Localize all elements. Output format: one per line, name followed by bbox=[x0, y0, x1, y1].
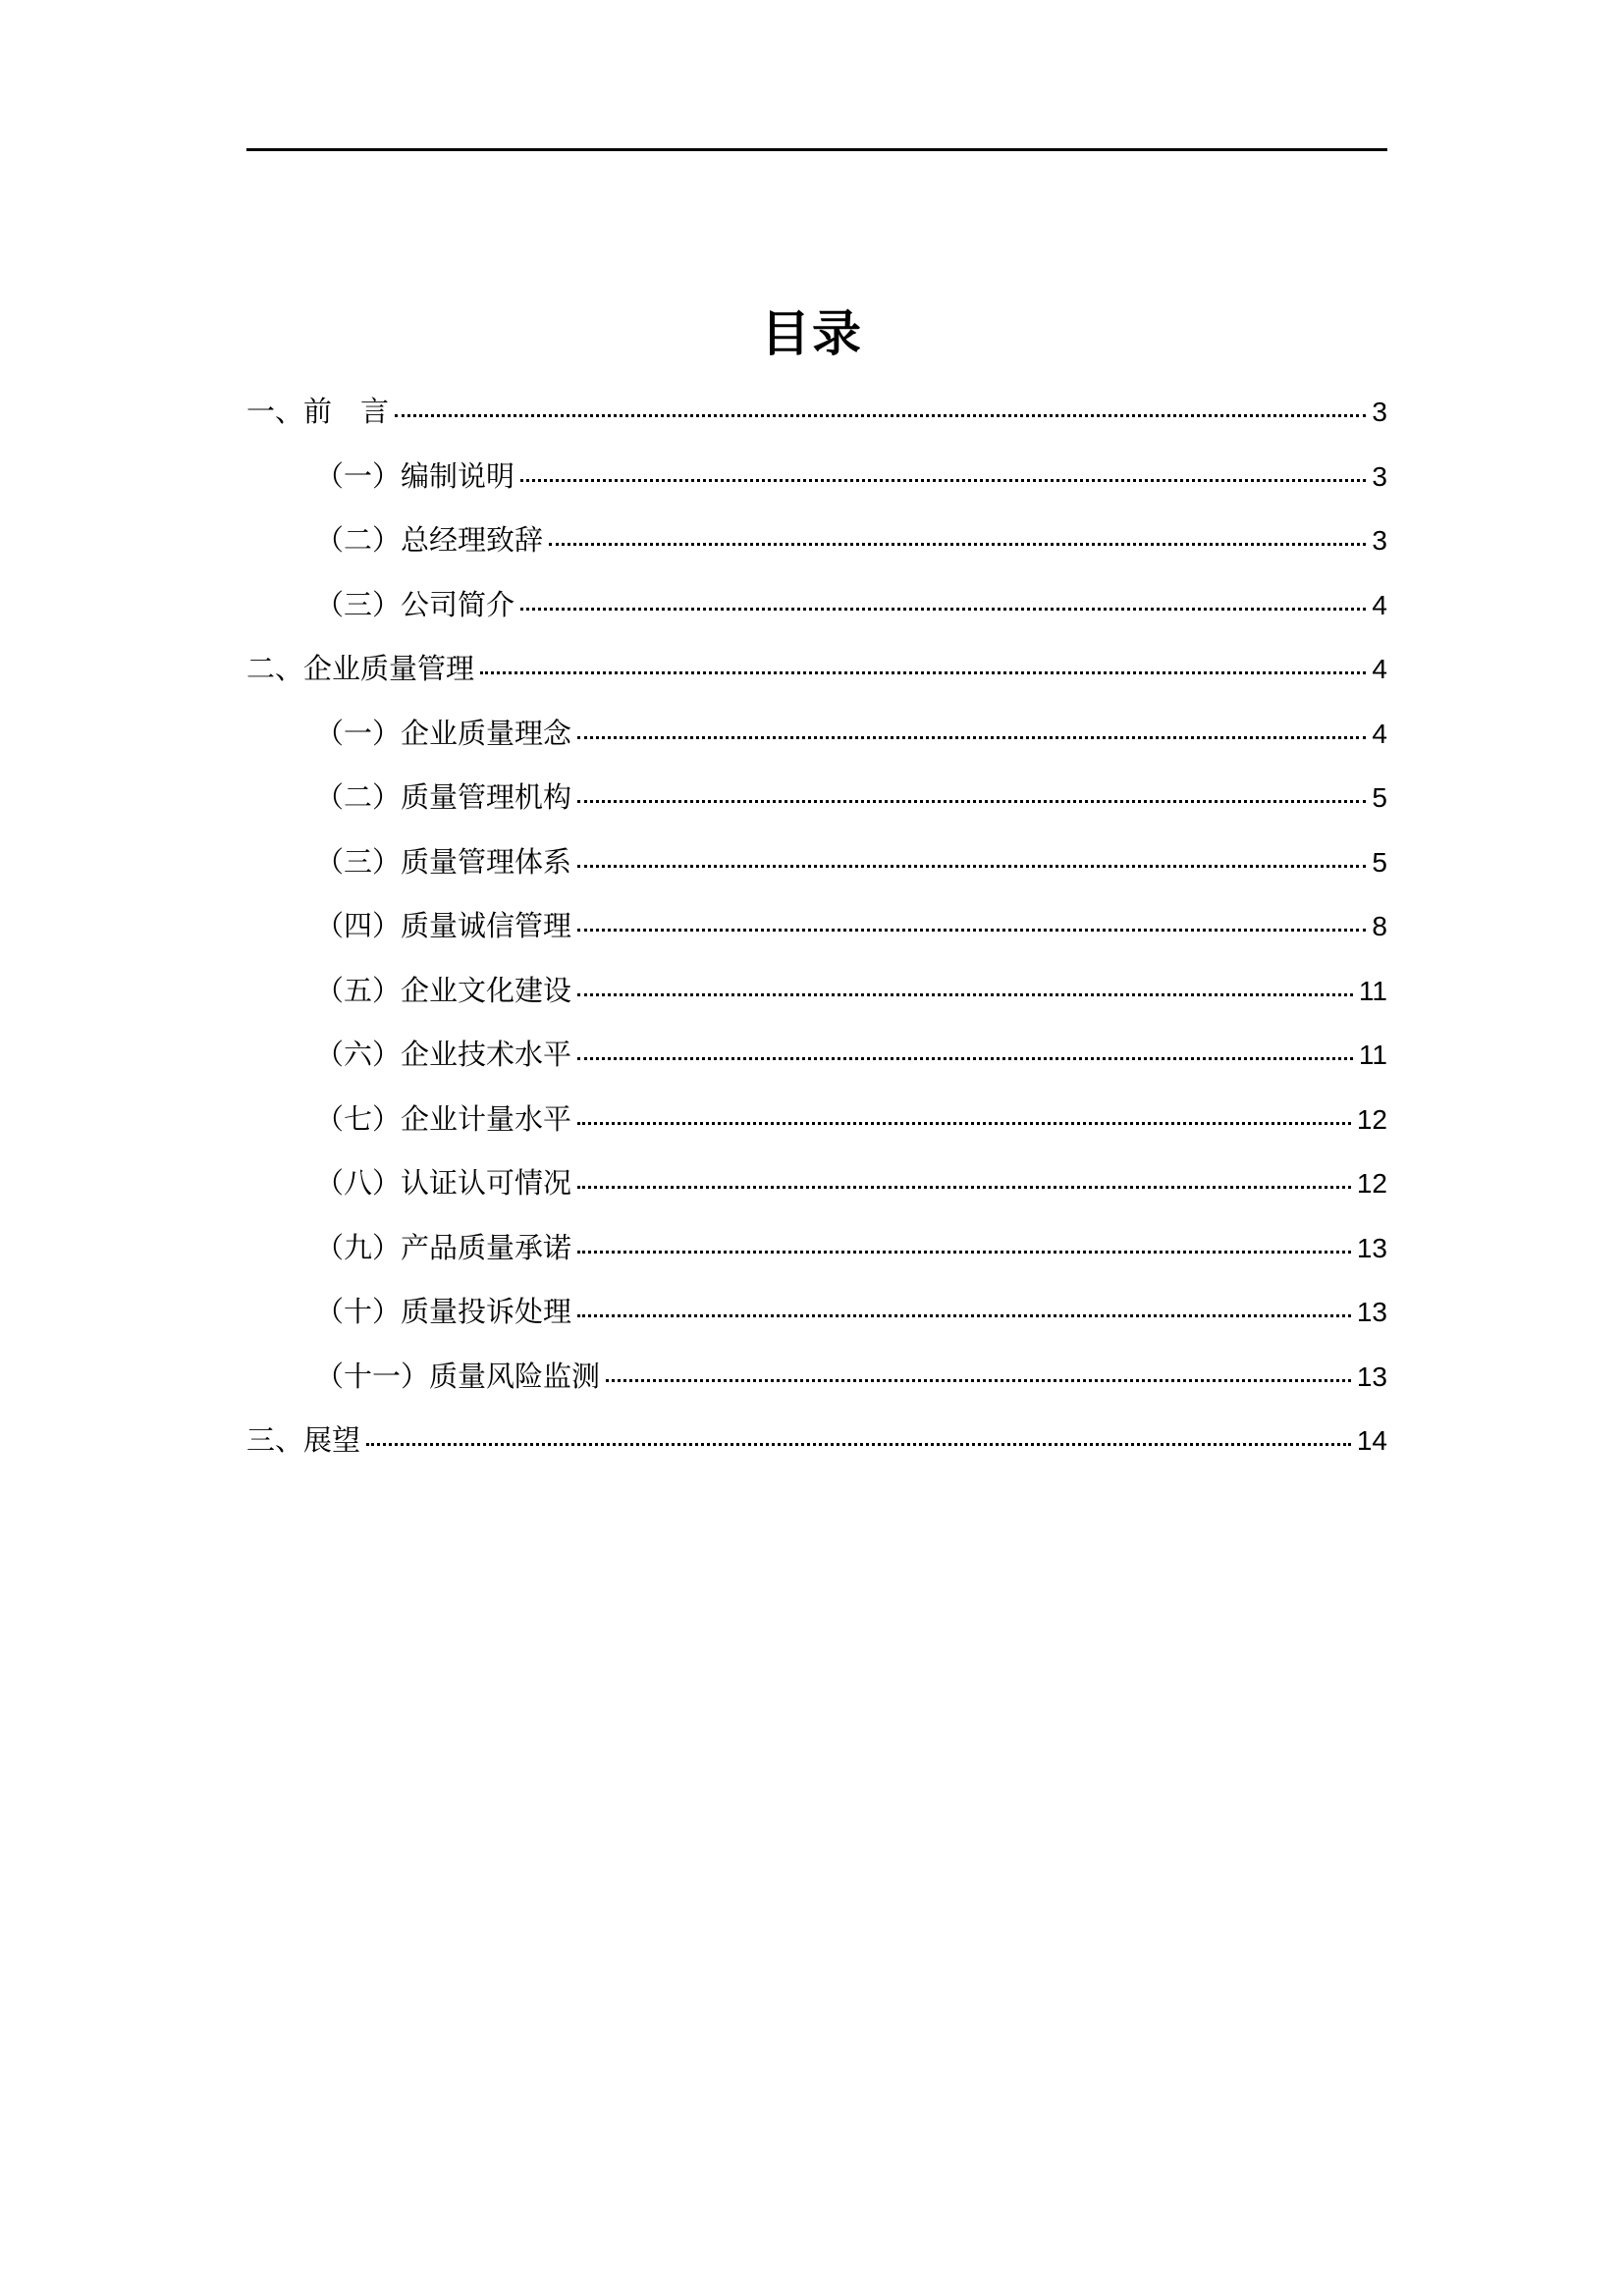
toc-entry-label: （十一）质量风险监测 bbox=[315, 1359, 601, 1393]
toc-dot-leader bbox=[480, 671, 1366, 674]
toc-dot-leader bbox=[577, 736, 1366, 739]
toc-page-number: 12 bbox=[1356, 1103, 1387, 1135]
toc-page-number: 5 bbox=[1372, 846, 1387, 878]
toc-entry[interactable] bbox=[246, 835, 1387, 900]
toc-dot-leader bbox=[395, 414, 1366, 417]
toc-entry-label: （一）企业质量理念 bbox=[315, 716, 572, 750]
toc-page-number: 11 bbox=[1358, 975, 1387, 1006]
toc-dot-leader bbox=[577, 1186, 1351, 1189]
toc-page-number: 14 bbox=[1356, 1425, 1387, 1456]
toc-page-number: 13 bbox=[1356, 1361, 1387, 1392]
toc-entry[interactable] bbox=[246, 1414, 1387, 1478]
toc-entry[interactable] bbox=[246, 771, 1387, 835]
toc-entry-label: 一、前 言 bbox=[246, 395, 390, 428]
toc-dot-leader bbox=[577, 1314, 1351, 1317]
toc-entry-label: （六）企业技术水平 bbox=[315, 1038, 572, 1071]
toc-dot-leader bbox=[520, 479, 1366, 482]
toc-dot-leader bbox=[577, 1057, 1353, 1060]
toc-entry[interactable] bbox=[246, 642, 1387, 707]
toc-page-number: 3 bbox=[1372, 460, 1387, 492]
toc-entry[interactable] bbox=[246, 1028, 1387, 1093]
toc-dot-leader bbox=[606, 1379, 1351, 1382]
toc-entry-label: （二）质量管理机构 bbox=[315, 780, 572, 814]
toc-page-number: 12 bbox=[1356, 1168, 1387, 1199]
toc-entry-label: （四）质量诚信管理 bbox=[315, 909, 572, 942]
toc-entry[interactable] bbox=[246, 513, 1387, 578]
toc-page-number: 13 bbox=[1356, 1232, 1387, 1263]
toc-entry[interactable] bbox=[246, 1221, 1387, 1286]
toc-entry[interactable] bbox=[246, 1285, 1387, 1350]
toc-dot-leader bbox=[520, 608, 1366, 611]
toc-entry-label: （五）企业文化建设 bbox=[315, 973, 572, 1007]
toc-entry-label: （九）产品质量承诺 bbox=[315, 1230, 572, 1264]
toc-page-number: 3 bbox=[1372, 397, 1387, 427]
toc-entry-label: （一）编制说明 bbox=[315, 458, 515, 493]
toc-dot-leader bbox=[577, 1251, 1351, 1254]
toc-entry-label: （三）公司简介 bbox=[315, 587, 515, 621]
toc-page-number: 4 bbox=[1372, 589, 1387, 620]
toc-dot-leader bbox=[577, 929, 1366, 932]
table-of-contents bbox=[246, 385, 1387, 1478]
toc-entry[interactable] bbox=[246, 1093, 1387, 1157]
page-title: 目录 bbox=[761, 305, 863, 362]
toc-entry-label: 三、展望 bbox=[246, 1423, 361, 1457]
toc-dot-leader bbox=[549, 543, 1366, 546]
toc-entry[interactable] bbox=[246, 385, 1387, 450]
toc-entry[interactable] bbox=[246, 899, 1387, 964]
toc-entry[interactable] bbox=[246, 964, 1387, 1029]
toc-page-number: 13 bbox=[1356, 1297, 1387, 1327]
toc-entry[interactable] bbox=[246, 1350, 1387, 1415]
toc-page-number: 4 bbox=[1372, 654, 1387, 684]
toc-entry-label: （二）总经理致辞 bbox=[315, 523, 544, 557]
toc-entry-label: （三）质量管理体系 bbox=[315, 844, 572, 879]
toc-entry-label: （七）企业计量水平 bbox=[315, 1101, 572, 1136]
toc-page-number: 5 bbox=[1372, 782, 1387, 813]
toc-dot-leader bbox=[577, 1122, 1351, 1125]
toc-page-number: 11 bbox=[1358, 1040, 1387, 1070]
header-rule bbox=[246, 148, 1387, 151]
toc-dot-leader bbox=[577, 865, 1366, 868]
toc-dot-leader bbox=[577, 993, 1353, 996]
toc-page-number: 8 bbox=[1372, 911, 1387, 941]
toc-dot-leader bbox=[366, 1443, 1351, 1446]
toc-entry[interactable] bbox=[246, 707, 1387, 772]
toc-entry[interactable] bbox=[246, 450, 1387, 514]
toc-page-number: 4 bbox=[1372, 718, 1387, 749]
toc-entry[interactable] bbox=[246, 1156, 1387, 1221]
toc-page-number: 3 bbox=[1372, 525, 1387, 556]
toc-entry-label: 二、企业质量管理 bbox=[246, 652, 475, 685]
toc-entry-label: （八）认证认可情况 bbox=[315, 1166, 572, 1200]
toc-dot-leader bbox=[577, 800, 1366, 803]
toc-entry[interactable] bbox=[246, 578, 1387, 643]
toc-entry-label: （十）质量投诉处理 bbox=[315, 1295, 572, 1328]
